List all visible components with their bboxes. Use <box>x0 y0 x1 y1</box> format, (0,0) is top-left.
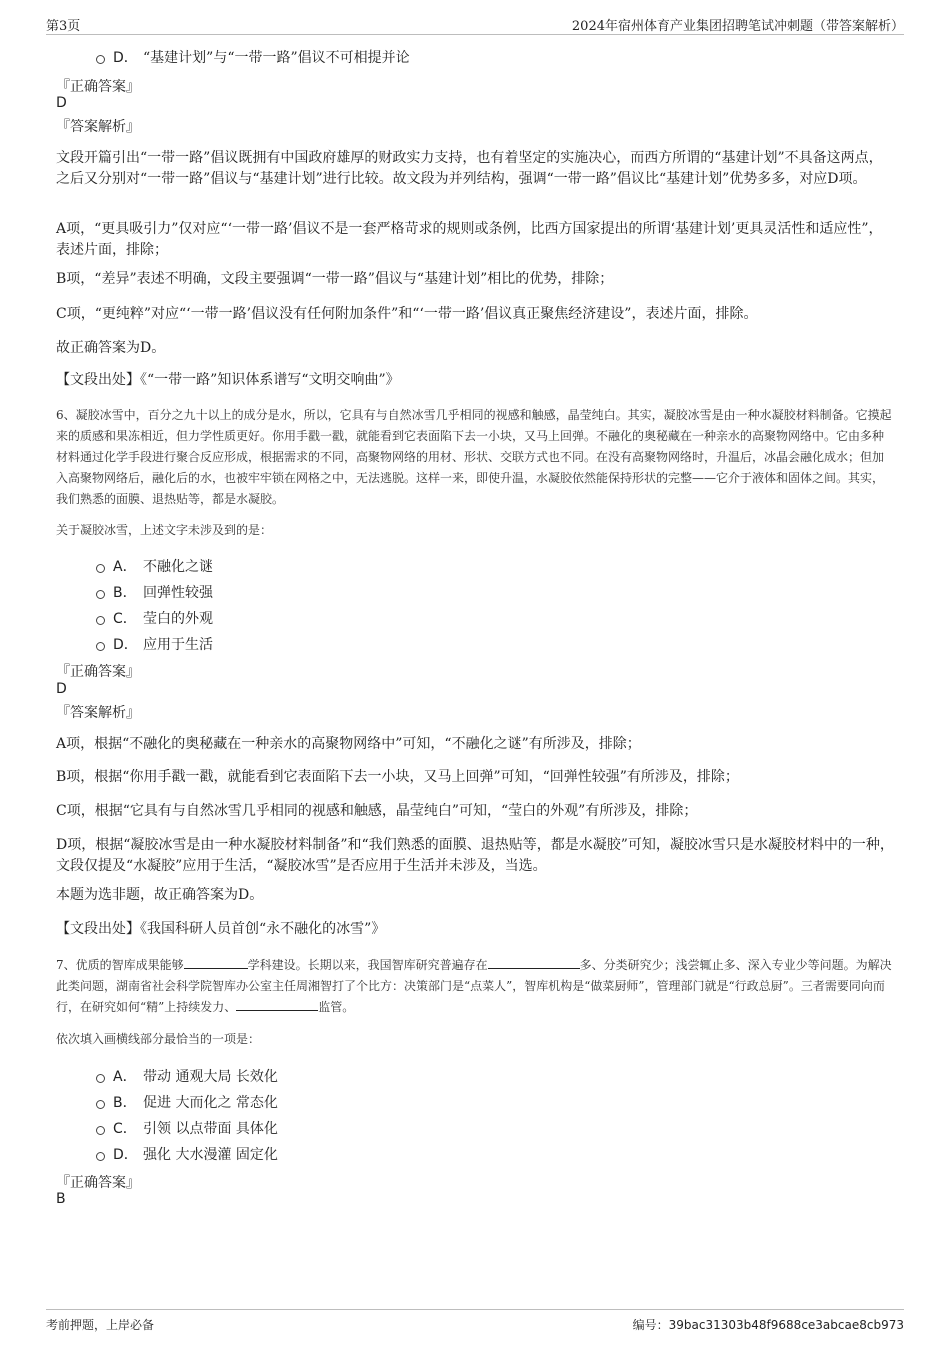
q5-analysis-4: C项，“更纯粹”对应“‘一带一路’倡议没有任何附加条件”和“‘一带一路’倡议真正聚焦经济建设”，表述片面，排除。 <box>56 306 758 322</box>
q6-option-a[interactable]: A． 不融化之谜 <box>96 556 213 576</box>
q5-analysis-3: B项，“差异”表述不明确，文段主要强调“一带一路”倡议与“基建计划”相比的优势，排除； <box>56 271 614 287</box>
q6-question: 关于凝胶冰雪，上述文字未涉及到的是： <box>56 523 273 537</box>
page-footer <box>46 1309 904 1338</box>
q6-analysis-label: 『答案解析』 <box>56 705 140 721</box>
radio-icon[interactable] <box>96 1152 105 1161</box>
q6-passage: 6、凝胶冰雪中，百分之九十以上的成分是水，所以，它具有与自然冰雪几乎相同的视感和触感，晶莹纯白。其实，凝胶冰雪是由一种水凝胶材料制备。它摸起来的质感和果冻相近，但力学性质更好。你用手戳一戳，就能看到它表面陷下去一小块，又马上回弹。不融化的奥秘藏在一种亲水的高聚物网络中。它由多种材料通过化学手段进行聚合反应形成，根据需求的不同，高聚物网络的用材、形状、交联方式也不同。在没有高聚物网络时，升温后，冰晶会融化成水；但加入高聚物网络后，融化后的水，也被牢牢锁在网格之中，无法逃脱。这样一来，即使升温，水凝胶依然能保持形状的完整——它介于液体和固体之间。其实，我们熟悉的面膜、退热贴等，都是水凝胶。 <box>56 408 892 506</box>
q6-option-c[interactable]: C． 莹白的外观 <box>96 608 213 628</box>
radio-icon[interactable] <box>96 1100 105 1109</box>
q6-answer: D <box>56 681 67 697</box>
fill-blank-1 <box>184 955 248 969</box>
radio-icon[interactable] <box>96 590 105 599</box>
q6-analysis-4: D项，根据“凝胶冰雪是由一种水凝胶材料制备”和“我们熟悉的面膜、退热贴等，都是水凝胶”可知，凝胶冰雪只是水凝胶材料中的一种，文段仅提及“水凝胶”应用于生活，“凝胶冰雪”是否应用于生活并未涉及，当选。 <box>56 837 894 874</box>
radio-icon[interactable] <box>96 616 105 625</box>
radio-icon[interactable] <box>96 564 105 573</box>
q6-source: 【文段出处】《我国科研人员首创“永不融化的冰雪”》 <box>56 921 386 937</box>
q5-analysis-label: 『答案解析』 <box>56 119 140 135</box>
document-title: 2024年宿州体育产业集团招聘笔试冲刺题（带答案解析） <box>571 19 904 34</box>
q7-option-d[interactable]: D． 强化 大水漫灌 固定化 <box>96 1144 278 1164</box>
radio-icon[interactable] <box>96 1074 105 1083</box>
q7-option-b[interactable]: B． 促进 大而化之 常态化 <box>96 1092 278 1112</box>
q5-option-d[interactable]: D． “基建计划”与“一带一路”倡议不可相提并论 <box>96 47 410 67</box>
q7-passage: 7、优质的智库成果能够 学科建设。长期以来，我国智库研究普遍存在 多、分类研究少；浅尝辄止多、深入专业少等问题。为解决此类问题，湖南省社会科学院智库办公室主任周湘智打了个比方：决策部门是“点菜人”，智库机构是“做菜厨师”，管理部门就是“行政总厨”。三者需要同向而行，在研究如何“精”上持续发力、 监管。 <box>56 955 894 1018</box>
q6-analysis-3: C项，根据“它具有与自然冰雪几乎相同的视感和触感，晶莹纯白”可知，“莹白的外观”有所涉及，排除； <box>56 803 698 819</box>
document-id: 编号：39bac31303b48f9688ce3abcae8cb973 <box>632 1318 904 1332</box>
q7-answer-label: 『正确答案』 <box>56 1175 140 1191</box>
q6-answer-label: 『正确答案』 <box>56 664 140 680</box>
radio-icon[interactable] <box>96 1126 105 1135</box>
q6-analysis-2: B项，根据“你用手戳一戳，就能看到它表面陷下去一小块，又马上回弹”可知，“回弹性较强”有所涉及，排除； <box>56 769 739 785</box>
q6-option-d[interactable]: D． 应用于生活 <box>96 634 213 654</box>
fill-blank-2 <box>488 955 580 969</box>
fill-blank-3 <box>236 997 318 1011</box>
q5-source: 【文段出处】《“一带一路”知识体系谱写“文明交响曲”》 <box>56 372 400 388</box>
page-number: 第3页 <box>46 19 81 34</box>
q6-analysis-5: 本题为选非题，故正确答案为D。 <box>56 887 264 903</box>
q5-analysis-5: 故正确答案为D。 <box>56 340 166 356</box>
q5-analysis-1: 文段开篇引出“一带一路”倡议既拥有中国政府雄厚的财政实力支持，也有着坚定的实施决心，而西方所谓的“基建计划”不具备这两点，之后又分别对“一带一路”倡议与“基建计划”进行比较。故文段为并列结构，强调“一带一路”倡议比“基建计划”优势多多，对应D项。 <box>56 150 883 187</box>
q7-answer: B <box>56 1191 66 1207</box>
radio-icon[interactable] <box>96 642 105 651</box>
q5-answer: D <box>56 95 67 111</box>
q6-analysis-1: A项，根据“不融化的奥秘藏在一种亲水的高聚物网络中”可知，“不融化之谜”有所涉及，排除； <box>56 736 641 752</box>
footer-slogan: 考前押题，上岸必备 <box>46 1318 155 1332</box>
q6-option-b[interactable]: B． 回弹性较强 <box>96 582 213 602</box>
q5-analysis-2: A项，“更具吸引力”仅对应“‘一带一路’倡议不是一套严格苛求的规则或条例，比西方国家提出的所谓‘基建计划’更具灵活性和适应性”，表述片面，排除； <box>56 221 883 258</box>
q7-question: 依次填入画横线部分最恰当的一项是： <box>56 1032 261 1046</box>
q7-option-a[interactable]: A． 带动 通观大局 长效化 <box>96 1066 278 1086</box>
q5-answer-label: 『正确答案』 <box>56 79 140 95</box>
page-header <box>46 14 904 35</box>
q7-option-c[interactable]: C． 引领 以点带面 具体化 <box>96 1118 278 1138</box>
radio-icon[interactable] <box>96 55 105 64</box>
